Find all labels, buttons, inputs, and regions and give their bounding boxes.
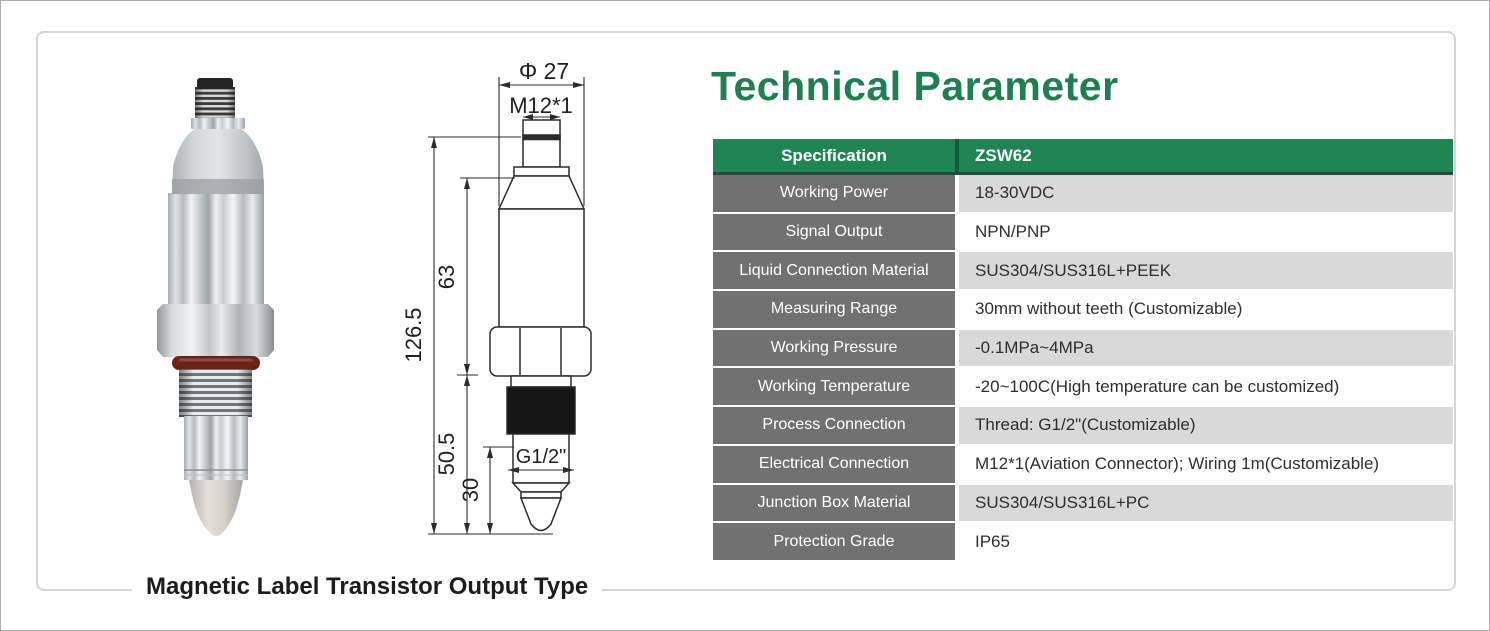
header-model: ZSW62 <box>975 145 1032 165</box>
table-row <box>713 175 1453 212</box>
thread-photo <box>179 369 252 417</box>
dim-connector-thread-label: M12*1 <box>509 93 573 118</box>
table-row <box>713 407 1453 444</box>
table-row <box>713 291 1453 328</box>
hex-nut-drawing <box>490 327 591 376</box>
spec-label: Process Connection <box>713 407 955 444</box>
product-type-caption: Magnetic Label Transistor Output Type <box>132 573 602 601</box>
header-specification: Specification <box>781 145 887 165</box>
table-row <box>713 485 1453 522</box>
probe-tip-photo <box>189 480 243 536</box>
dim-tip-length-label: 30 <box>458 477 483 503</box>
table-row <box>713 330 1453 367</box>
spec-value: 18-30VDC <box>959 175 1453 212</box>
dim-total-length-label: 126.5 <box>401 307 426 363</box>
hex-nut-photo <box>157 304 274 357</box>
spec-value: 30mm without teeth (Customizable) <box>959 291 1453 328</box>
spec-table-header <box>713 139 1453 175</box>
m12-connector-photo <box>191 78 245 129</box>
spec-label: Junction Box Material <box>713 485 955 522</box>
o-ring-photo <box>172 356 260 370</box>
spec-label: Liquid Connection Material <box>713 252 955 289</box>
spec-value: NPN/PNP <box>959 214 1453 251</box>
spec-label: Working Power <box>713 175 955 212</box>
thread-drawing <box>507 387 575 434</box>
dim-process-thread-label: G1/2" <box>515 446 567 468</box>
spec-label: Measuring Range <box>713 291 955 328</box>
spec-table-rows <box>713 175 1453 560</box>
probe-tip-drawing <box>521 498 561 531</box>
dim-body-length-label: 63 <box>434 264 459 290</box>
table-row <box>713 214 1453 251</box>
product-photo-image <box>149 71 286 545</box>
spec-label: Protection Grade <box>713 523 955 560</box>
spec-label: Working Temperature <box>713 368 955 405</box>
spec-value: SUS304/SUS316L+PC <box>959 485 1453 522</box>
spec-value: Thread: G1/2"(Customizable) <box>959 407 1453 444</box>
spec-label: Electrical Connection <box>713 446 955 483</box>
sensor-body-photo <box>168 129 264 310</box>
page-title: Technical Parameter <box>711 63 1119 109</box>
table-row <box>713 446 1453 483</box>
dim-lower-length-label: 50.5 <box>434 432 459 476</box>
lower-body-photo <box>184 416 248 480</box>
dim-diameter-label: Φ 27 <box>518 58 570 84</box>
spec-value: IP65 <box>959 523 1453 560</box>
spec-value: SUS304/SUS316L+PEEK <box>959 252 1453 289</box>
table-row <box>713 523 1453 560</box>
table-row <box>713 368 1453 405</box>
spec-table <box>713 139 1453 562</box>
spec-value: -0.1MPa~4MPa <box>959 330 1453 367</box>
table-row <box>713 252 1453 289</box>
spec-label: Working Pressure <box>713 330 955 367</box>
spec-value: -20~100C(High temperature can be customized) <box>959 368 1453 405</box>
technical-drawing <box>399 53 609 545</box>
sensor-outline-drawing <box>490 120 591 531</box>
spec-label: Signal Output <box>713 214 955 251</box>
spec-value: M12*1(Aviation Connector); Wiring 1m(Customizable) <box>959 446 1453 483</box>
